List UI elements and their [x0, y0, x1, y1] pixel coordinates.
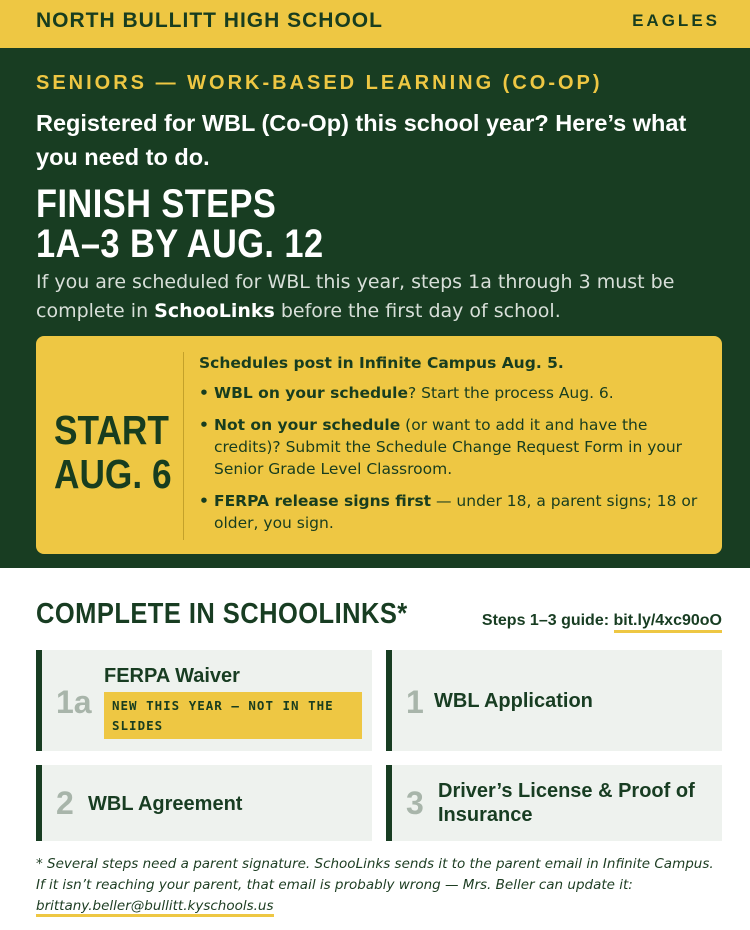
- step-label: WBL Agreement: [88, 793, 243, 815]
- new-badge: NEW THIS YEAR — NOT IN THE SLIDES: [104, 692, 362, 739]
- start-line-1: START: [54, 407, 169, 453]
- top-banner: [0, 0, 750, 48]
- subheading: Registered for WBL (Co-Op) this school year? Here’s what you need to do.: [36, 110, 687, 170]
- complete-section-title: COMPLETE IN SCHOOLINKS*: [36, 598, 408, 630]
- step-label: Driver’s License & Proof of Insurance: [438, 780, 695, 826]
- bullet-bold: FERPA release signs first: [214, 492, 432, 510]
- step-label: FERPA Waiver: [104, 665, 240, 687]
- headline-line-2: 1A–3 BY AUG. 12: [36, 222, 324, 266]
- footnote-text: * Several steps need a parent signature. SchooLinks sends it to the parent email in Infinite Campus. If it isn’t reaching your parent, that email is probably wrong — Mrs. Beller can update it:: [36, 856, 714, 893]
- start-instructions: [199, 352, 704, 544]
- step-label: WBL Application: [434, 690, 593, 712]
- guide-link[interactable]: bit.ly/4xc90oO: [614, 612, 723, 633]
- step-card-1a: [36, 650, 372, 751]
- intro-text-2: before the first day of school.: [274, 300, 561, 322]
- step-card-3: [386, 765, 722, 841]
- bullet-item: [199, 490, 704, 534]
- headline-line-1: FINISH STEPS: [36, 182, 277, 226]
- intro-text-1: If you are scheduled for WBL this year, steps 1a through 3 must be complete in: [36, 271, 675, 322]
- step-number: 2: [56, 785, 74, 821]
- bullet-item: [199, 414, 704, 480]
- bullet-item: [199, 382, 704, 404]
- bullet-text: ? Start the process Aug. 6.: [408, 384, 614, 402]
- section-kicker: SENIORS — WORK-BASED LEARNING (CO-OP): [36, 72, 603, 94]
- steps-guide: [482, 612, 722, 630]
- deadline-headline: [36, 184, 397, 264]
- callout-divider: [183, 352, 184, 540]
- step-card-1: [386, 650, 722, 751]
- bullet-bold: Not on your schedule: [214, 416, 401, 434]
- step-number: 1: [406, 684, 424, 720]
- start-line-2: AUG. 6: [54, 451, 172, 497]
- school-name: NORTH BULLITT HIGH SCHOOL: [36, 9, 383, 32]
- footnote: [36, 854, 726, 917]
- hero-section: [0, 48, 750, 568]
- guide-label: Steps 1–3 guide:: [481, 612, 614, 629]
- bullet-text: (or want to add it and have the credits)? Submit the Schedule Change Request Form in your Senior Grade Level Classroom.: [214, 416, 683, 478]
- step-number: 1a: [56, 684, 92, 720]
- bullet-text: — under 18, a parent signs; 18 or older, you sign.: [214, 492, 698, 532]
- intro-paragraph: [36, 268, 716, 326]
- mascot-name: EAGLES: [632, 11, 720, 30]
- intro-schoolinks: SchooLinks: [154, 300, 275, 322]
- step-number: 3: [406, 785, 424, 821]
- start-callout: [36, 336, 722, 554]
- contact-email[interactable]: brittany.beller@bullitt.kyschools.us: [36, 898, 274, 917]
- step-card-2: [36, 765, 372, 841]
- schedule-post-heading: Schedules post in Infinite Campus Aug. 5.: [199, 354, 564, 372]
- bullet-bold: WBL on your schedule: [214, 384, 409, 402]
- start-date-title: [54, 408, 174, 496]
